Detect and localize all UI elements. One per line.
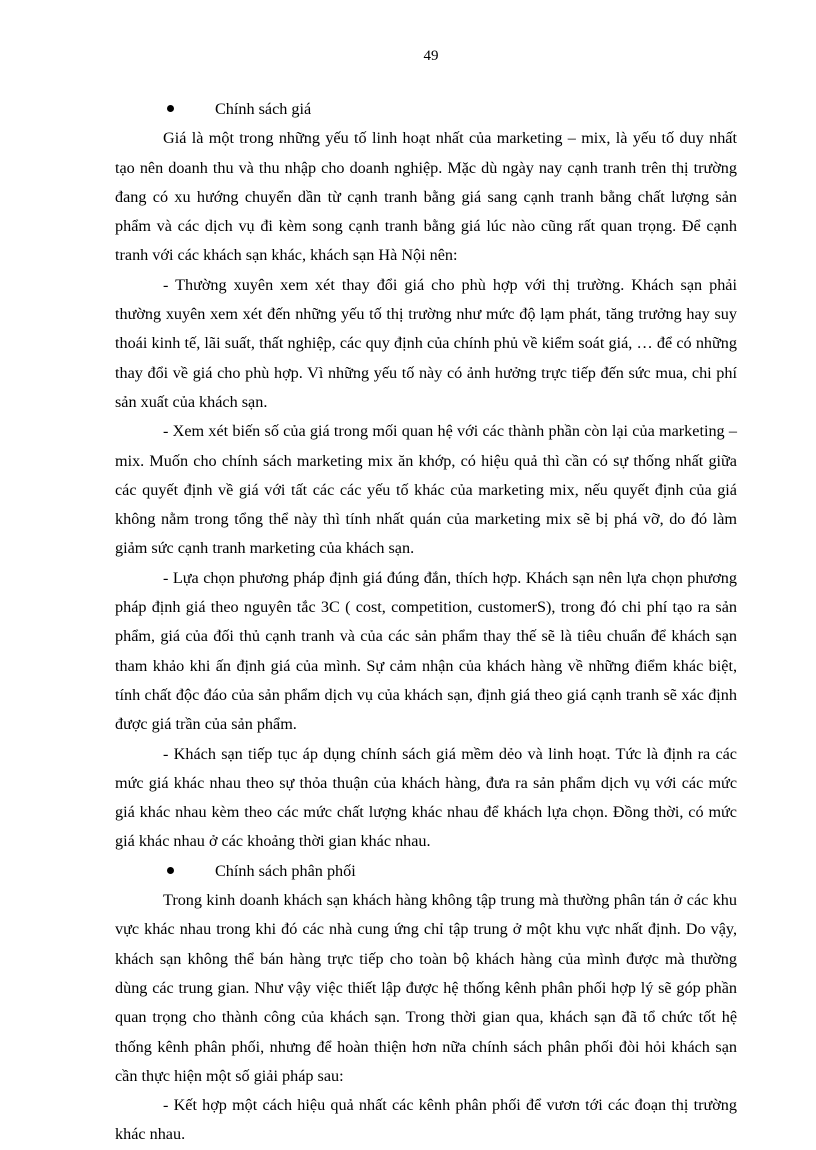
bullet-icon	[167, 105, 174, 112]
document-body	[115, 95, 737, 1150]
paragraph-price-intro: Giá là một trong những yếu tố linh hoạt nhất của marketing – mix, là yếu tố duy nhất tạo nên doanh thu và thu nhập cho doanh nghiệp. Mặc dù ngày nay cạnh tranh trên thị trường đang có xu hướng chuyển dần từ cạnh tranh bằng giá sang cạnh tranh bằng chất lượng sản phẩm và các dịch vụ đi kèm song cạnh tranh bằng giá lúc nào cũng rất quan trọng. Để cạnh tranh với các khách sạn khác, khách sạn Hà Nội nên:	[115, 129, 737, 265]
section-heading-price	[115, 95, 737, 124]
list-item: - Kết hợp một cách hiệu quả nhất các kênh phân phối để vươn tới các đoạn thị trường khác nhau.	[115, 1096, 737, 1144]
section-heading-text: Chính sách phân phối	[215, 861, 356, 880]
list-item: - Khách sạn tiếp tục áp dụng chính sách giá mềm dẻo và linh hoạt. Tức là định ra các mức giá khác nhau theo sự thỏa thuận của khách hàng, đưa ra sản phẩm dịch vụ với các mức giá khác nhau kèm theo các mức chất lượng khác nhau để khách lựa chọn. Đồng thời, có mức giá khác nhau ở các khoảng thời gian khác nhau.	[115, 744, 737, 851]
list-item: - Xem xét biến số của giá trong mối quan hệ với các thành phần còn lại của marketing – mix. Muốn cho chính sách marketing mix ăn khớp, có hiệu quả thì cần có sự thống nhất giữa các quyết định về giá với tất các các yếu tố khác của marketing mix, nếu quyết định của giá không nằm trong tổng thể này thì tính nhất quán của marketing mix sẽ bị phá vỡ, do đó làm giảm sức cạnh tranh marketing của khách sạn.	[115, 422, 737, 558]
page-number: 49	[423, 48, 439, 64]
section-heading-text: Chính sách giá	[215, 100, 312, 118]
section-heading-distribution	[115, 857, 737, 886]
list-item: - Thường xuyên xem xét thay đổi giá cho phù hợp với thị trường. Khách sạn phải thường xuyên xem xét đến những yếu tố thị trường như mức độ lạm phát, tăng trưởng hay suy thoái kinh tế, lãi suất, thất nghiệp, các quy định của chính phủ về kiểm soát giá, … để có những thay đổi về giá cho phù hợp. Vì những yếu tố này có ảnh hưởng trực tiếp đến sức mua, chi phí sản xuất của khách sạn.	[115, 275, 737, 411]
list-item: - Lựa chọn phương pháp định giá đúng đắn, thích hợp. Khách sạn nên lựa chọn phương pháp định giá theo nguyên tắc 3C ( cost, competition, customerS), trong đó chi phí tạo ra sản phẩm, giá của đối thủ cạnh tranh và của các sản phẩm thay thế sẽ là tiêu chuẩn để khách sạn tham khảo khi ấn định giá của mình. Sự cảm nhận của khách hàng về những điểm khác biệt, tính chất độc đáo của sản phẩm dịch vụ của khách sạn, định giá theo giá cạnh tranh sẽ xác định được giá trần của sản phẩm.	[115, 568, 737, 734]
paragraph-distribution-intro: Trong kinh doanh khách sạn khách hàng không tập trung mà thường phân tán ở các khu vực khác nhau trong khi đó các nhà cung ứng chỉ tập trung ở một khu vực nhất định. Do vậy, khách sạn không thể bán hàng trực tiếp cho toàn bộ khách hàng của mình được mà thường dùng các trung gian. Như vậy việc thiết lập được hệ thống kênh phân phối hợp lý sẽ góp phần quan trọng cho thành công của khách sạn. Trong thời gian qua, khách sạn đã tổ chức tốt hệ thống kênh phân phối, nhưng để hoàn thiện hơn nữa chính sách phân phối đòi hỏi khách sạn cần thực hiện một số giải pháp sau:	[115, 891, 737, 1085]
bullet-icon	[167, 867, 174, 874]
